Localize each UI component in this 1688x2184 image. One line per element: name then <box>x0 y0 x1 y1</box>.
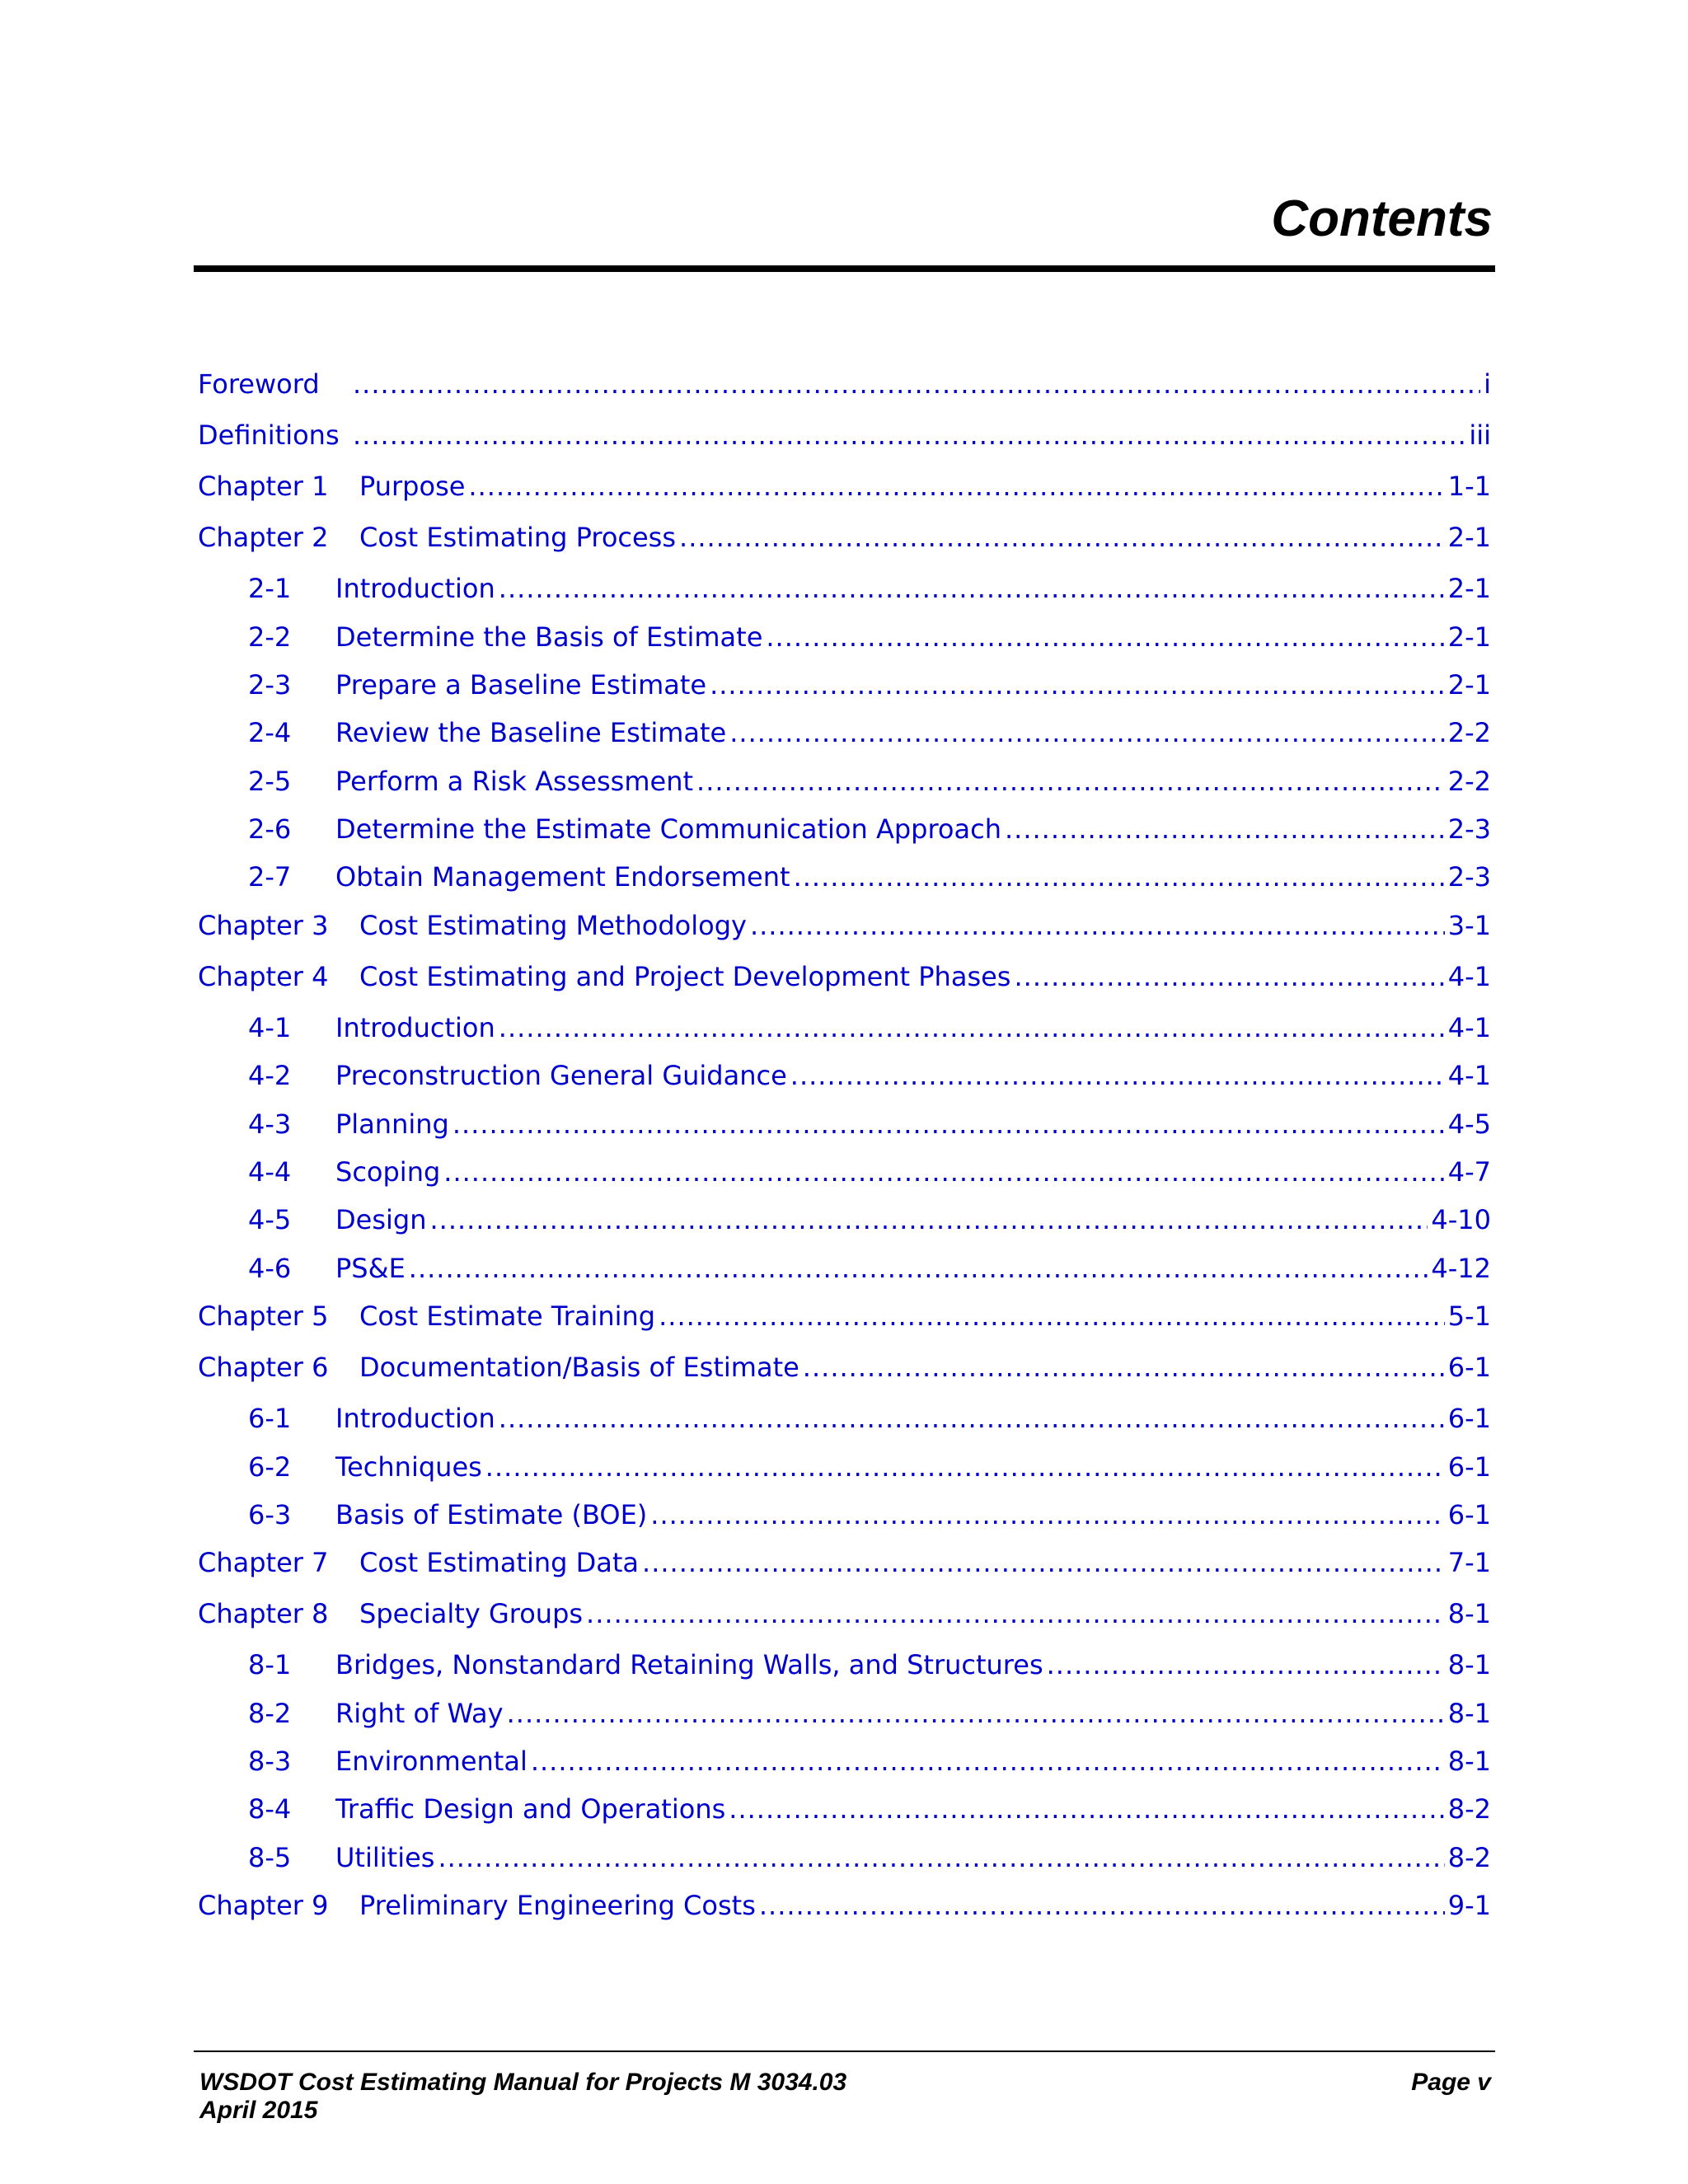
toc-dot-leader <box>468 467 1444 505</box>
toc-entry-title: Introduction <box>335 1012 495 1043</box>
toc-page-number: 2-1 <box>1447 522 1491 553</box>
toc-entry-number: 6-1 <box>248 1403 292 1434</box>
toc-dot-leader <box>710 666 1445 704</box>
toc-dot-leader <box>794 858 1445 896</box>
toc-entry-chapter[interactable] <box>198 467 1491 505</box>
toc-entry-section[interactable] <box>198 714 1491 752</box>
toc-entry-number: 2-7 <box>248 861 292 893</box>
toc-entry-number: 4-1 <box>248 1012 292 1043</box>
toc-page-number: 7-1 <box>1447 1547 1491 1578</box>
toc-entry-section[interactable] <box>198 618 1491 656</box>
toc-entry-number: Chapter 3 <box>198 910 329 941</box>
toc-entry-title: Traffic Design and Operations <box>335 1793 726 1825</box>
toc-entry-title: Documentation/Basis of Estimate <box>359 1352 799 1383</box>
toc-entry-title: Utilities <box>335 1842 435 1873</box>
toc-dot-leader <box>353 416 1465 454</box>
toc-dot-leader <box>729 714 1445 752</box>
toc-entry-number: Chapter 1 <box>198 471 329 502</box>
toc-entry-title: Prepare a Baseline Estimate <box>335 669 707 701</box>
toc-dot-leader <box>507 1694 1445 1732</box>
toc-dot-leader <box>443 1153 1444 1191</box>
toc-entry-section[interactable] <box>198 762 1491 800</box>
toc-entry-chapter[interactable] <box>198 1886 1491 1924</box>
toc-dot-leader <box>759 1886 1445 1924</box>
toc-page-number: 2-1 <box>1447 669 1491 701</box>
toc-page-number: 2-2 <box>1447 717 1491 748</box>
toc-page-number: 8-2 <box>1447 1842 1491 1873</box>
toc-dot-leader <box>642 1544 1445 1582</box>
toc-page-number: 2-1 <box>1447 573 1491 604</box>
toc-dot-leader <box>729 1790 1444 1828</box>
toc-dot-leader <box>409 1249 1428 1287</box>
toc-dot-leader <box>499 1009 1445 1047</box>
toc-page-number: i <box>1484 368 1491 400</box>
toc-page-number: 2-3 <box>1447 813 1491 845</box>
toc-dot-leader <box>429 1201 1428 1239</box>
toc-entry-chapter[interactable] <box>198 958 1491 996</box>
toc-dot-leader <box>438 1839 1444 1877</box>
toc-entry-section[interactable] <box>198 1790 1491 1828</box>
toc-entry-number: Definitions <box>198 419 340 451</box>
toc-entry-section[interactable] <box>198 569 1491 607</box>
toc-dot-leader <box>679 518 1445 556</box>
toc-entry-title: Determine the Estimate Communication Approach <box>335 813 1001 845</box>
toc-dot-leader <box>659 1297 1445 1335</box>
toc-entry-title: Preliminary Engineering Costs <box>359 1890 756 1921</box>
footer-rule <box>194 2050 1495 2052</box>
toc-entry-number: Chapter 7 <box>198 1547 329 1578</box>
toc-entry-number: 2-3 <box>248 669 292 701</box>
toc-page-number: 8-1 <box>1447 1746 1491 1777</box>
toc-entry-number: 8-1 <box>248 1649 292 1680</box>
toc-entry-title: Cost Estimating and Project Development Phases <box>359 961 1011 992</box>
toc-entry-number: 4-2 <box>248 1060 292 1091</box>
toc-entry-title: Bridges, Nonstandard Retaining Walls, and Structures <box>335 1649 1043 1680</box>
toc-entry-title: Determine the Basis of Estimate <box>335 621 763 653</box>
toc-dot-leader <box>750 907 1445 944</box>
toc-entry-front[interactable] <box>198 365 1491 403</box>
toc-entry-title: Basis of Estimate (BOE) <box>335 1499 648 1530</box>
toc-entry-section[interactable] <box>198 1694 1491 1732</box>
toc-entry-number: Chapter 9 <box>198 1890 329 1921</box>
toc-entry-title: Techniques <box>335 1451 482 1483</box>
toc-dot-leader <box>531 1742 1445 1780</box>
toc-dot-leader <box>1014 958 1444 996</box>
toc-entry-number: 8-5 <box>248 1842 292 1873</box>
toc-entry-title: Purpose <box>359 471 466 502</box>
toc-dot-leader <box>696 762 1445 800</box>
toc-entry-section[interactable] <box>198 1448 1491 1486</box>
footer-date: April 2015 <box>199 2097 318 2124</box>
toc-dot-leader <box>766 618 1444 656</box>
toc-entry-title: Environmental <box>335 1746 528 1777</box>
toc-entry-title: Scoping <box>335 1156 441 1188</box>
toc-entry-title: Cost Estimating Methodology <box>359 910 747 941</box>
toc-dot-leader <box>803 1348 1445 1386</box>
toc-page-number: 2-2 <box>1447 766 1491 797</box>
toc-entry-title: Cost Estimating Data <box>359 1547 640 1578</box>
toc-page-number: 2-3 <box>1447 861 1491 893</box>
toc-entry-number: 4-4 <box>248 1156 292 1188</box>
toc-page-number: 1-1 <box>1447 471 1491 502</box>
toc-entry-title: Cost Estimate Training <box>359 1301 656 1332</box>
toc-entry-title: Perform a Risk Assessment <box>335 766 694 797</box>
toc-entry-number: 2-2 <box>248 621 292 653</box>
toc-dot-leader <box>586 1595 1445 1633</box>
toc-dot-leader <box>790 1057 1445 1094</box>
toc-entry-title: Cost Estimating Process <box>359 522 677 553</box>
toc-page-number: 8-1 <box>1447 1698 1491 1729</box>
toc-dot-leader <box>1005 810 1445 848</box>
toc-entry-chapter[interactable] <box>198 1595 1491 1633</box>
toc-entry-number: Chapter 2 <box>198 522 329 553</box>
toc-page-number: 4-5 <box>1447 1108 1491 1140</box>
toc-entry-number: 2-6 <box>248 813 292 845</box>
toc-entry-number: 8-2 <box>248 1698 292 1729</box>
toc-entry-chapter[interactable] <box>198 907 1491 944</box>
toc-entry-section[interactable] <box>198 1646 1491 1684</box>
toc-entry-section[interactable] <box>198 1153 1491 1191</box>
toc-entry-chapter[interactable] <box>198 1348 1491 1386</box>
toc-page-number: 4-1 <box>1447 1060 1491 1091</box>
toc-page-number: 4-10 <box>1431 1204 1491 1235</box>
toc-entry-section[interactable] <box>198 1496 1491 1534</box>
toc-dot-leader <box>485 1448 1445 1486</box>
toc-entry-title: Introduction <box>335 1403 495 1434</box>
toc-page-number: 6-1 <box>1447 1403 1491 1434</box>
toc-page-number: 4-1 <box>1447 1012 1491 1043</box>
toc-entry-number: 8-3 <box>248 1746 292 1777</box>
toc-entry-number: 4-5 <box>248 1204 292 1235</box>
toc-page-number: 5-1 <box>1447 1301 1491 1332</box>
toc-page-number: 6-1 <box>1447 1352 1491 1383</box>
toc-entry-number: 2-4 <box>248 717 292 748</box>
toc-page-number: 3-1 <box>1447 910 1491 941</box>
toc-dot-leader <box>499 1399 1445 1437</box>
toc-page-number: 8-1 <box>1447 1598 1491 1629</box>
toc-page-number: 6-1 <box>1447 1451 1491 1483</box>
toc-page-number: 8-2 <box>1447 1793 1491 1825</box>
toc-page-number: 9-1 <box>1447 1890 1491 1921</box>
footer-page-number: Page v <box>1411 2069 1491 2096</box>
toc-entry-section[interactable] <box>198 1009 1491 1047</box>
toc-entry-chapter[interactable] <box>198 518 1491 556</box>
toc-dot-leader <box>1047 1646 1445 1684</box>
toc-entry-title: Planning <box>335 1108 449 1140</box>
toc-entry-number: Chapter 4 <box>198 961 329 992</box>
toc-dot-leader <box>499 569 1445 607</box>
toc-entry-section[interactable] <box>198 1201 1491 1239</box>
toc-entry-section[interactable] <box>198 1105 1491 1143</box>
footer-manual-title: WSDOT Cost Estimating Manual for Projects M 3034.03 <box>199 2069 847 2096</box>
toc-entry-section[interactable] <box>198 1839 1491 1877</box>
toc-entry-number: 2-1 <box>248 573 292 604</box>
toc-entry-number: 4-6 <box>248 1253 292 1284</box>
page-title: Contents <box>1271 190 1493 247</box>
toc-entry-section[interactable] <box>198 666 1491 704</box>
toc-dot-leader <box>353 365 1480 403</box>
toc-page-number: 4-1 <box>1447 961 1491 992</box>
toc-entry-title: Obtain Management Endorsement <box>335 861 790 893</box>
toc-entry-number: 6-2 <box>248 1451 292 1483</box>
toc-entry-section[interactable] <box>198 1057 1491 1094</box>
toc-entry-number: Chapter 8 <box>198 1598 329 1629</box>
toc-page-number: iii <box>1469 419 1491 451</box>
toc-entry-chapter[interactable] <box>198 1297 1491 1335</box>
toc-entry-number: Chapter 5 <box>198 1301 329 1332</box>
toc-entry-title: Specialty Groups <box>359 1598 584 1629</box>
toc-entry-number: 8-4 <box>248 1793 292 1825</box>
toc-entry-front[interactable] <box>198 416 1491 454</box>
toc-entry-title: Review the Baseline Estimate <box>335 717 727 748</box>
toc-entry-number: 6-3 <box>248 1499 292 1530</box>
toc-entry-number: Foreword <box>198 368 320 400</box>
toc-page-number: 2-1 <box>1447 621 1491 653</box>
toc-dot-leader <box>452 1105 1445 1143</box>
toc-entry-chapter[interactable] <box>198 1544 1491 1582</box>
toc-entry-section[interactable] <box>198 1249 1491 1287</box>
toc-entry-title: Design <box>335 1204 427 1235</box>
toc-dot-leader <box>650 1496 1444 1534</box>
toc-entry-number: 4-3 <box>248 1108 292 1140</box>
toc-entry-number: 2-5 <box>248 766 292 797</box>
toc-page-number: 8-1 <box>1447 1649 1491 1680</box>
toc-entry-title: PS&E <box>335 1253 406 1284</box>
toc-page-number: 4-12 <box>1431 1253 1491 1284</box>
toc-entry-title: Introduction <box>335 573 495 604</box>
toc-entry-section[interactable] <box>198 1399 1491 1437</box>
toc-entry-title: Right of Way <box>335 1698 504 1729</box>
toc-entry-section[interactable] <box>198 858 1491 896</box>
toc-entry-section[interactable] <box>198 1742 1491 1780</box>
toc-entry-title: Preconstruction General Guidance <box>335 1060 787 1091</box>
toc-entry-section[interactable] <box>198 810 1491 848</box>
toc-page-number: 6-1 <box>1447 1499 1491 1530</box>
toc-entry-number: Chapter 6 <box>198 1352 329 1383</box>
toc-page-number: 4-7 <box>1447 1156 1491 1188</box>
